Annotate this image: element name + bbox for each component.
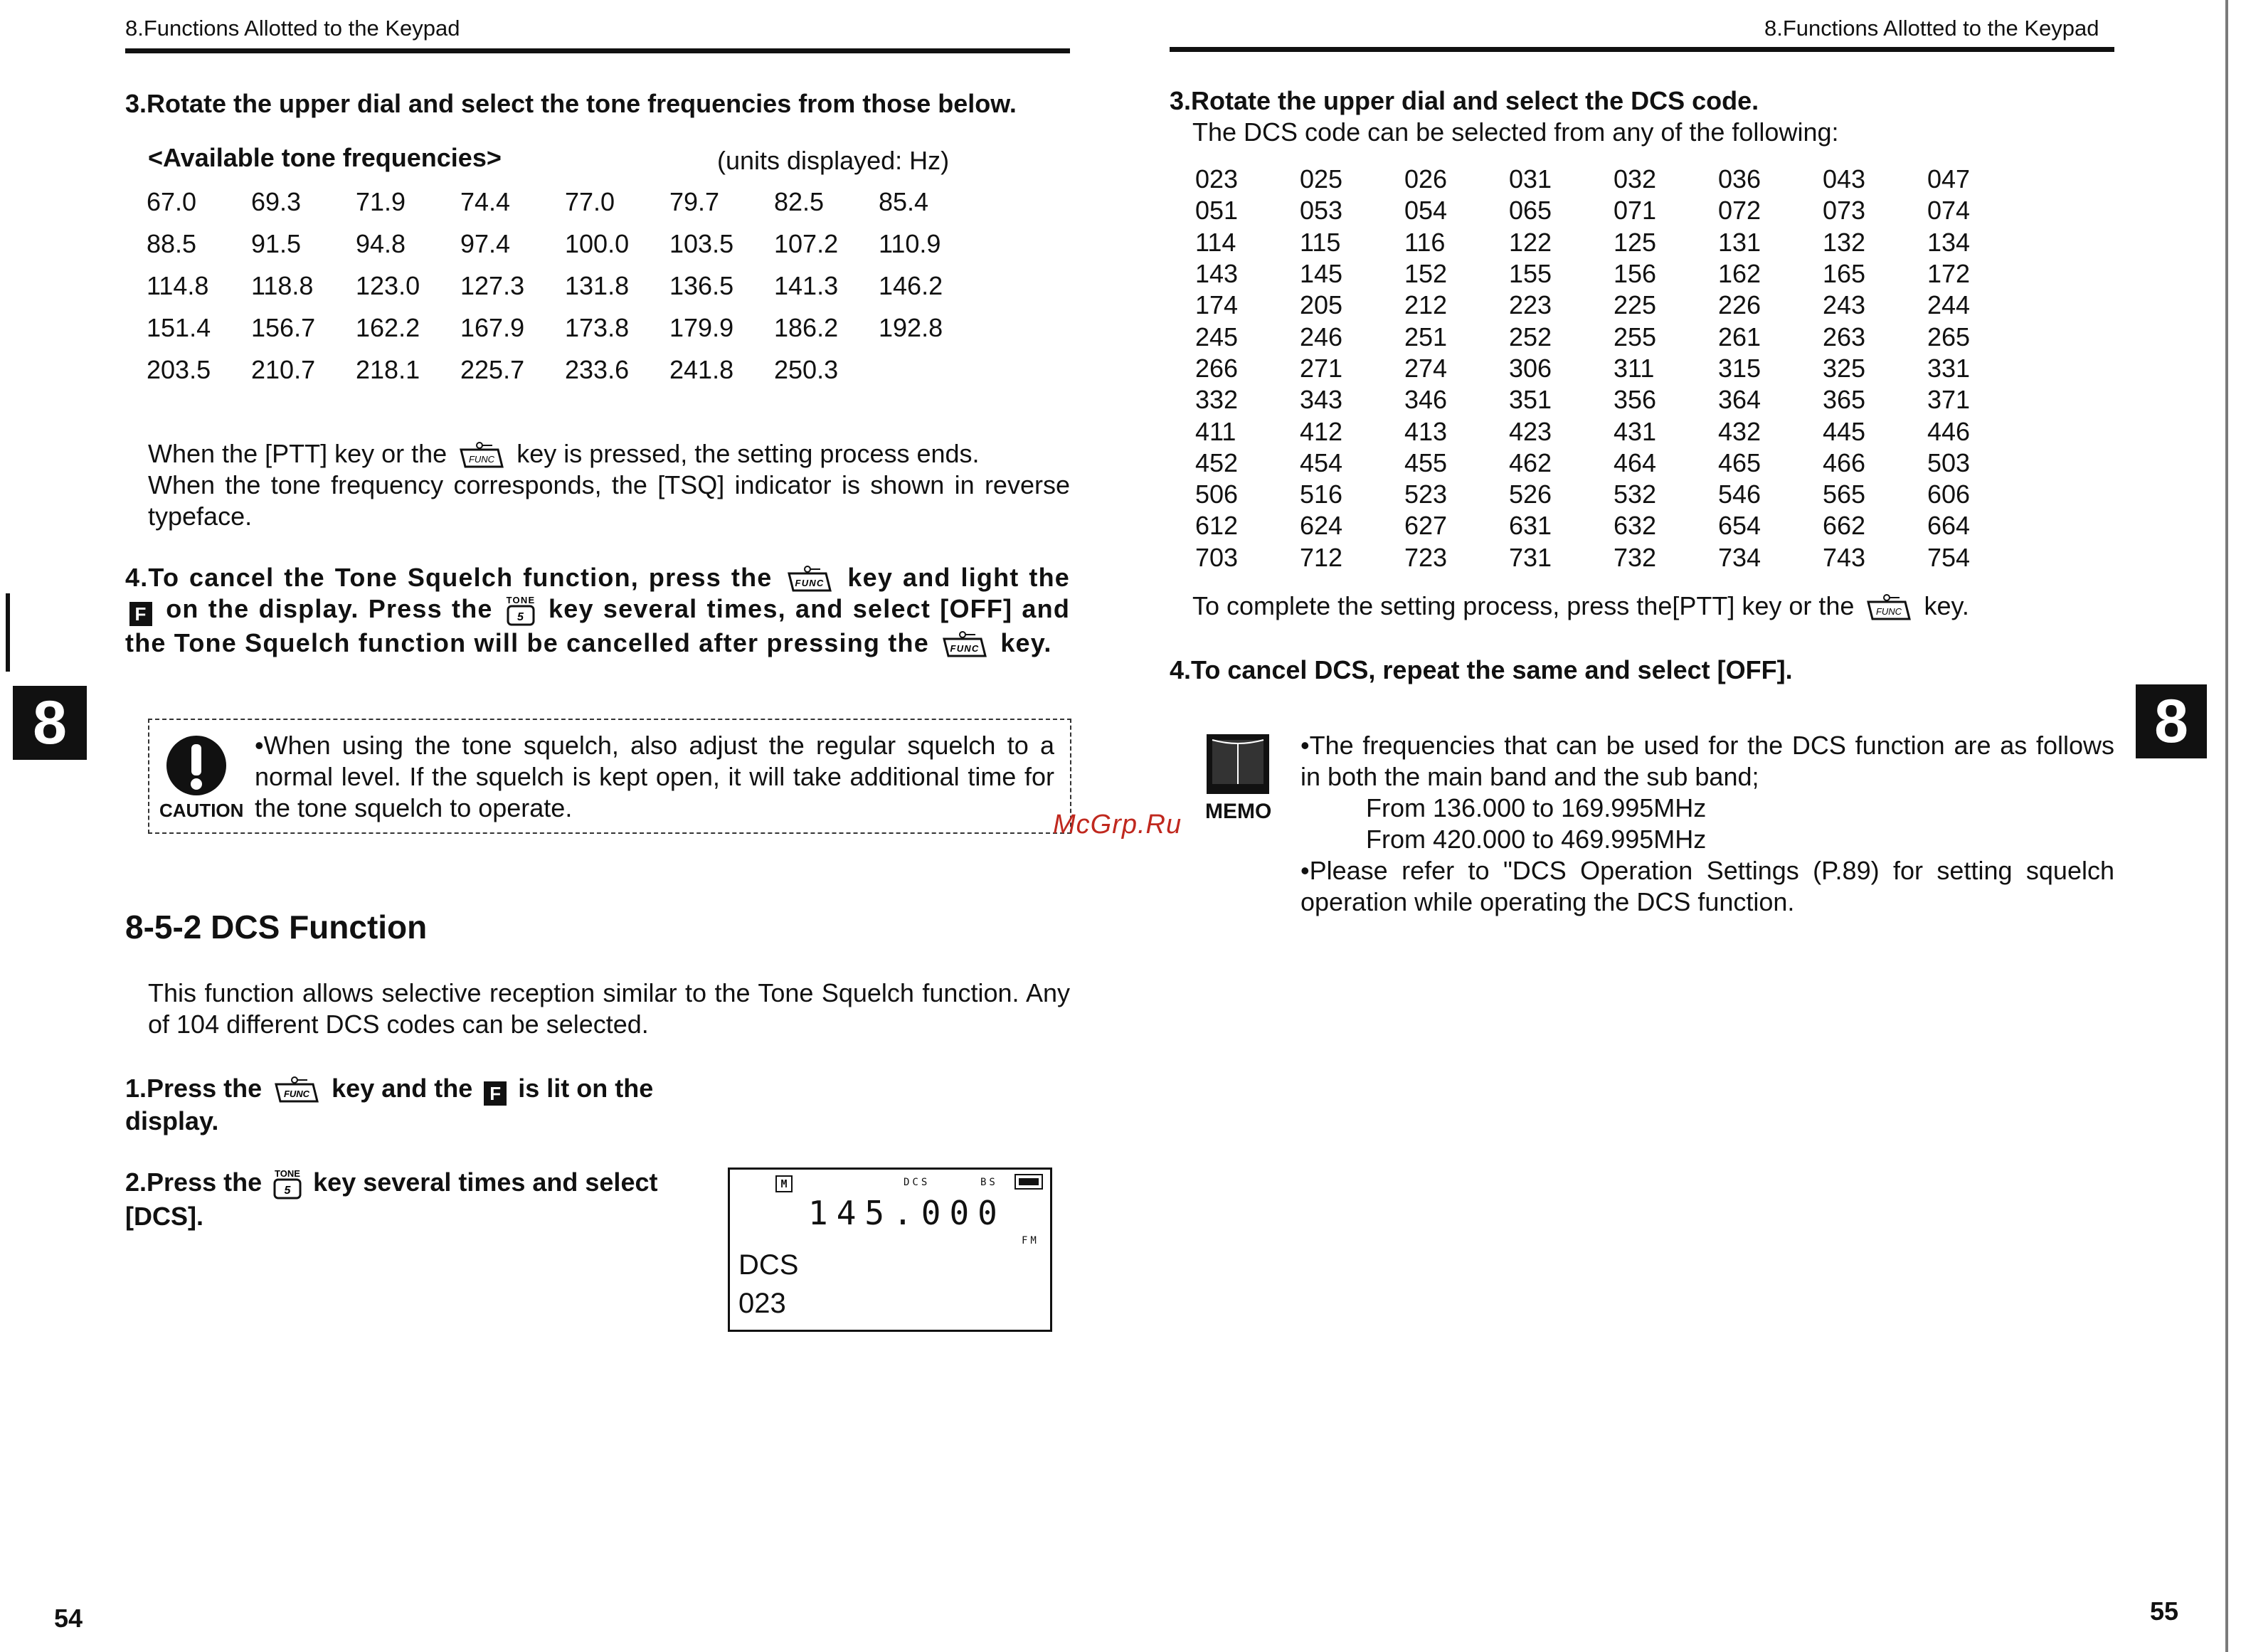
dcs-code-cell: 523 bbox=[1404, 480, 1448, 509]
right-step3-title: 3.Rotate the upper dial and select the DCS code. bbox=[1170, 86, 1759, 115]
tone-frequency-cell: 156.7 bbox=[251, 312, 316, 342]
dcs-code-cell: 526 bbox=[1509, 480, 1552, 509]
dcs-code-cell: 023 bbox=[1195, 164, 1239, 194]
dcs-code-cell: 712 bbox=[1300, 542, 1343, 572]
dcs-code-cell: 331 bbox=[1927, 353, 1971, 383]
dcs-code-cell: 664 bbox=[1927, 511, 1971, 541]
tone-frequency-cell: 146.2 bbox=[879, 270, 943, 300]
tone-frequency-cell: 192.8 bbox=[879, 312, 943, 342]
tone-frequency-row bbox=[147, 307, 983, 349]
dcs-code-cell: 212 bbox=[1404, 290, 1448, 320]
tone-frequency-cell bbox=[879, 349, 983, 391]
f-indicator-icon: F bbox=[484, 1081, 507, 1106]
tone-frequency-cell: 141.3 bbox=[774, 270, 839, 300]
lcd-line2: 023 bbox=[738, 1288, 786, 1319]
dcs-code-cell: 132 bbox=[1823, 227, 1866, 257]
tone-frequency-cell: 103.5 bbox=[669, 228, 734, 258]
dcs-code-row bbox=[1195, 164, 2032, 195]
dcs-code-row bbox=[1195, 510, 2032, 541]
tone-frequency-row bbox=[147, 223, 983, 265]
dcs-code-row bbox=[1195, 479, 2032, 510]
dcs-code-cell: 251 bbox=[1404, 322, 1448, 351]
complete-part-a: To complete the setting process, press the[PTT] key or the bbox=[1192, 591, 1855, 620]
dcs-code-cell: 432 bbox=[1718, 416, 1761, 446]
dcs-code-cell: 031 bbox=[1509, 164, 1552, 194]
tsq-note: When the tone frequency corresponds, the [TSQ] indicator is shown in reverse typeface. bbox=[148, 470, 1070, 531]
left-page-header: 8.Functions Allotted to the Keypad bbox=[125, 16, 460, 41]
dcs-code-cell: 311 bbox=[1614, 353, 1655, 383]
tone-units: (units displayed: Hz) bbox=[717, 146, 950, 175]
tone-frequency-cell: 123.0 bbox=[356, 270, 420, 300]
dcs-code-cell: 263 bbox=[1823, 322, 1866, 351]
dcs-code-cell: 452 bbox=[1195, 448, 1239, 477]
dcs-code-cell: 411 bbox=[1195, 416, 1236, 446]
dcs-code-cell: 454 bbox=[1300, 448, 1343, 477]
dcs-code-cell: 703 bbox=[1195, 542, 1239, 572]
tone-table-title: <Available tone frequencies> bbox=[148, 143, 502, 172]
dcs-code-cell: 503 bbox=[1927, 448, 1971, 477]
dcs-code-cell: 271 bbox=[1300, 353, 1343, 383]
dcs-code-cell: 754 bbox=[1927, 542, 1971, 572]
tone-frequency-cell: 91.5 bbox=[251, 228, 302, 258]
dcs-code-cell: 115 bbox=[1300, 227, 1341, 257]
memo-line1: •The frequencies that can be used for the DCS function are as follows in both the main band and the sub band; bbox=[1300, 731, 2114, 791]
dcs-code-cell: 662 bbox=[1823, 511, 1866, 541]
dcs-code-cell: 165 bbox=[1823, 259, 1866, 289]
dcs-code-row bbox=[1195, 542, 2032, 573]
memo-label: MEMO bbox=[1205, 800, 1272, 823]
dcs-code-table bbox=[1195, 164, 2032, 573]
tone-frequency-cell: 79.7 bbox=[669, 186, 720, 216]
tone-frequency-cell: 173.8 bbox=[565, 312, 630, 342]
tone-frequency-cell: 136.5 bbox=[669, 270, 734, 300]
tone-frequency-cell: 131.8 bbox=[565, 270, 630, 300]
dcs-code-cell: 125 bbox=[1614, 227, 1657, 257]
tone-frequency-cell: 162.2 bbox=[356, 312, 420, 342]
ptt-note-a: When the [PTT] key or the bbox=[148, 439, 447, 468]
tone-frequency-row bbox=[147, 349, 983, 391]
dcs-code-cell: 315 bbox=[1718, 353, 1761, 383]
memo-line2: •Please refer to "DCS Operation Settings (P.89) for setting squelch operation while operating the DCS function. bbox=[1300, 856, 2114, 916]
func-key-icon bbox=[458, 441, 505, 468]
tone-frequency-cell: 186.2 bbox=[774, 312, 839, 342]
dcs-code-cell: 465 bbox=[1718, 448, 1761, 477]
dcs-code-cell: 346 bbox=[1404, 385, 1448, 415]
dcs-code-cell: 356 bbox=[1614, 385, 1657, 415]
tone-frequency-cell: 107.2 bbox=[774, 228, 839, 258]
watermark: McGrp.Ru bbox=[1053, 810, 1182, 840]
dcs-code-row bbox=[1195, 258, 2032, 290]
tone-frequency-cell: 82.5 bbox=[774, 186, 825, 216]
tone-frequency-row bbox=[147, 265, 983, 307]
dcs-code-cell: 036 bbox=[1718, 164, 1761, 194]
dcs-code-row bbox=[1195, 290, 2032, 321]
dcs-code-cell: 624 bbox=[1300, 511, 1343, 541]
dcs-code-cell: 245 bbox=[1195, 322, 1239, 351]
dcs-code-cell: 274 bbox=[1404, 353, 1448, 383]
dcs-code-row bbox=[1195, 227, 2032, 258]
complete-part-b: key. bbox=[1924, 591, 1969, 620]
func-key-label: FUNC bbox=[469, 454, 495, 465]
tone-frequency-cell: 114.8 bbox=[147, 270, 209, 300]
step1-part-a: 1.Press the bbox=[125, 1074, 263, 1103]
tone-frequency-cell: 127.3 bbox=[460, 270, 525, 300]
lcd-mode: FM bbox=[1022, 1235, 1039, 1246]
dcs-code-row bbox=[1195, 195, 2032, 226]
dcs-code-cell: 071 bbox=[1614, 196, 1657, 226]
tone-frequency-cell: 225.7 bbox=[460, 354, 525, 384]
tone-frequency-cell: 74.4 bbox=[460, 186, 511, 216]
dcs-code-cell: 462 bbox=[1509, 448, 1552, 477]
step4-part-c: on the display. Press the bbox=[166, 594, 493, 623]
caution-label: CAUTION bbox=[159, 800, 244, 821]
dcs-code-cell: 047 bbox=[1927, 164, 1971, 194]
right-header-rule bbox=[1170, 47, 2114, 52]
dcs-code-cell: 162 bbox=[1718, 259, 1761, 289]
dcs-code-cell: 412 bbox=[1300, 416, 1343, 446]
tone-frequency-cell: 100.0 bbox=[565, 228, 630, 258]
step4-part-e: key. bbox=[1000, 628, 1052, 657]
dcs-code-cell: 026 bbox=[1404, 164, 1448, 194]
margin-mark bbox=[6, 593, 10, 672]
dcs-code-cell: 466 bbox=[1823, 448, 1866, 477]
dcs-code-cell: 546 bbox=[1718, 480, 1761, 509]
tone-frequency-cell: 167.9 bbox=[460, 312, 525, 342]
dcs-code-cell: 122 bbox=[1509, 227, 1552, 257]
dcs-code-cell: 226 bbox=[1718, 290, 1761, 320]
dcs-code-cell: 143 bbox=[1195, 259, 1239, 289]
right-page-header: 8.Functions Allotted to the Keypad bbox=[1764, 16, 2099, 41]
dcs-code-row bbox=[1195, 353, 2032, 384]
chapter-tab-left: 8 bbox=[13, 686, 87, 760]
tone-key-icon bbox=[505, 595, 536, 628]
ptt-note-b: key is pressed, the setting process ends. bbox=[516, 439, 980, 468]
dcs-code-cell: 265 bbox=[1927, 322, 1971, 351]
func-key-icon bbox=[1865, 593, 1912, 620]
dcs-code-cell: 255 bbox=[1614, 322, 1657, 351]
right-step4-title: 4.To cancel DCS, repeat the same and select [OFF]. bbox=[1170, 655, 1793, 684]
dcs-code-cell: 371 bbox=[1927, 385, 1971, 415]
step4-part-d: key several times, and select [OFF] and the Tone Squelch function will be cancelled after pressing the bbox=[125, 594, 1071, 657]
chapter-tab-right: 8 bbox=[2136, 684, 2207, 758]
dcs-code-cell: 145 bbox=[1300, 259, 1343, 289]
dcs-code-cell: 243 bbox=[1823, 290, 1866, 320]
dcs-code-cell: 152 bbox=[1404, 259, 1448, 289]
caution-text: •When using the tone squelch, also adjust the regular squelch to a normal level. If the squelch is kept open, it will take additional time for the tone squelch to operate. bbox=[255, 731, 1054, 822]
tone-frequency-cell: 151.4 bbox=[147, 312, 211, 342]
step1-part-c: is lit on the display. bbox=[125, 1074, 654, 1135]
dcs-code-cell: 365 bbox=[1823, 385, 1866, 415]
ptt-note bbox=[148, 438, 1070, 470]
lcd-line1: DCS bbox=[738, 1249, 799, 1281]
memo-book-icon bbox=[1204, 730, 1272, 797]
dcs-code-cell: 455 bbox=[1404, 448, 1448, 477]
dcs-code-cell: 074 bbox=[1927, 196, 1971, 226]
func-key-icon bbox=[941, 630, 988, 657]
dcs-code-row bbox=[1195, 321, 2032, 352]
tone-frequency-cell: 88.5 bbox=[147, 228, 197, 258]
func-key-label: FUNC bbox=[795, 578, 825, 588]
f-indicator-icon: F bbox=[129, 602, 152, 626]
func-key-label: FUNC bbox=[284, 1089, 310, 1099]
dcs-code-cell: 445 bbox=[1823, 416, 1866, 446]
tone-frequency-cell: 110.9 bbox=[879, 228, 941, 258]
func-key-icon bbox=[273, 1076, 320, 1103]
dcs-code-cell: 246 bbox=[1300, 322, 1343, 351]
dcs-code-cell: 266 bbox=[1195, 353, 1239, 383]
page-edge-line bbox=[2225, 0, 2228, 1652]
tone-frequency-cell: 210.7 bbox=[251, 354, 316, 384]
tone-frequency-table bbox=[147, 181, 983, 391]
memo-from1: From 136.000 to 169.995MHz bbox=[1366, 793, 1707, 822]
tone-key-bottom: 5 bbox=[284, 1185, 291, 1197]
tone-frequency-cell: 218.1 bbox=[356, 354, 420, 384]
dcs-code-cell: 332 bbox=[1195, 385, 1239, 415]
dcs-code-cell: 205 bbox=[1300, 290, 1343, 320]
lcd-memory-indicator: M bbox=[775, 1175, 793, 1192]
dcs-code-cell: 244 bbox=[1927, 290, 1971, 320]
func-key-label: FUNC bbox=[1876, 606, 1902, 617]
dcs-code-cell: 032 bbox=[1614, 164, 1657, 194]
right-complete-note bbox=[1192, 591, 2117, 622]
dcs-code-cell: 734 bbox=[1718, 542, 1761, 572]
dcs-code-cell: 261 bbox=[1718, 322, 1761, 351]
tone-key-top: TONE bbox=[275, 1168, 301, 1179]
dcs-code-cell: 516 bbox=[1300, 480, 1343, 509]
tone-frequency-cell: 77.0 bbox=[565, 186, 615, 216]
dcs-code-cell: 073 bbox=[1823, 196, 1866, 226]
tone-frequency-cell: 118.8 bbox=[251, 270, 314, 300]
dcs-code-cell: 351 bbox=[1509, 385, 1552, 415]
section-intro: This function allows selective reception similar to the Tone Squelch function. Any of 104 different DCS codes can be selected. bbox=[148, 978, 1070, 1039]
caution-icon bbox=[165, 734, 228, 797]
step4-part-b: key and light the bbox=[847, 563, 1071, 592]
dcs-code-cell: 252 bbox=[1509, 322, 1552, 351]
dcs-code-cell: 464 bbox=[1614, 448, 1657, 477]
dcs-code-cell: 413 bbox=[1404, 416, 1448, 446]
tone-frequency-cell: 67.0 bbox=[147, 186, 197, 216]
dcs-code-cell: 431 bbox=[1614, 416, 1657, 446]
lcd-dcs-indicator: DCS bbox=[904, 1177, 931, 1188]
tone-key-top: TONE bbox=[506, 595, 536, 605]
tone-frequency-cell: 71.9 bbox=[356, 186, 406, 216]
dcs-code-cell: 731 bbox=[1509, 542, 1552, 572]
dcs-code-cell: 612 bbox=[1195, 511, 1239, 541]
dcs-code-cell: 054 bbox=[1404, 196, 1448, 226]
dcs-code-cell: 306 bbox=[1509, 353, 1552, 383]
left-step2 bbox=[125, 1167, 680, 1232]
dcs-code-cell: 043 bbox=[1823, 164, 1866, 194]
caution-box bbox=[148, 719, 1071, 834]
dcs-code-cell: 114 bbox=[1195, 227, 1236, 257]
dcs-code-row bbox=[1195, 384, 2032, 415]
dcs-code-cell: 446 bbox=[1927, 416, 1971, 446]
dcs-code-cell: 532 bbox=[1614, 480, 1657, 509]
dcs-code-cell: 325 bbox=[1823, 353, 1866, 383]
tone-frequency-row bbox=[147, 181, 983, 223]
dcs-code-cell: 156 bbox=[1614, 259, 1657, 289]
left-step3-title: 3.Rotate the upper dial and select the tone frequencies from those below. bbox=[125, 89, 1017, 118]
tone-key-icon bbox=[272, 1168, 303, 1201]
tone-frequency-cell: 69.3 bbox=[251, 186, 302, 216]
dcs-code-cell: 732 bbox=[1614, 542, 1657, 572]
dcs-code-row bbox=[1195, 415, 2032, 447]
dcs-code-cell: 051 bbox=[1195, 196, 1239, 226]
dcs-code-cell: 072 bbox=[1718, 196, 1761, 226]
section-title: 8-5-2 DCS Function bbox=[125, 909, 428, 946]
dcs-code-cell: 174 bbox=[1195, 290, 1239, 320]
tone-frequency-cell: 250.3 bbox=[774, 354, 839, 384]
dcs-code-cell: 343 bbox=[1300, 385, 1343, 415]
dcs-code-cell: 565 bbox=[1823, 480, 1866, 509]
dcs-code-cell: 172 bbox=[1927, 259, 1971, 289]
left-page-number: 54 bbox=[54, 1604, 83, 1633]
left-step4 bbox=[125, 562, 1070, 659]
tone-frequency-cell: 85.4 bbox=[879, 186, 929, 216]
dcs-code-cell: 053 bbox=[1300, 196, 1343, 226]
step2-part-a: 2.Press the bbox=[125, 1167, 263, 1197]
dcs-code-cell: 423 bbox=[1509, 416, 1552, 446]
dcs-code-cell: 743 bbox=[1823, 542, 1866, 572]
step2-part-b: key several times and select [DCS]. bbox=[125, 1167, 658, 1231]
tone-frequency-cell: 97.4 bbox=[460, 228, 511, 258]
tone-frequency-cell: 203.5 bbox=[147, 354, 211, 384]
dcs-code-cell: 223 bbox=[1509, 290, 1552, 320]
dcs-code-cell: 723 bbox=[1404, 542, 1448, 572]
dcs-code-cell: 606 bbox=[1927, 480, 1971, 509]
dcs-code-cell: 134 bbox=[1927, 227, 1971, 257]
dcs-code-cell: 631 bbox=[1509, 511, 1552, 541]
func-key-icon bbox=[786, 565, 833, 592]
tone-frequency-cell: 233.6 bbox=[565, 354, 630, 384]
func-key-label: FUNC bbox=[950, 643, 980, 654]
tone-frequency-cell: 179.9 bbox=[669, 312, 734, 342]
left-step1 bbox=[125, 1073, 680, 1137]
dcs-code-cell: 627 bbox=[1404, 511, 1448, 541]
battery-icon bbox=[1014, 1174, 1043, 1190]
dcs-code-cell: 065 bbox=[1509, 196, 1552, 226]
step4-part-a: 4.To cancel the Tone Squelch function, press the bbox=[125, 563, 773, 592]
dcs-code-cell: 364 bbox=[1718, 385, 1761, 415]
dcs-code-cell: 131 bbox=[1718, 227, 1761, 257]
step1-part-b: key and the bbox=[332, 1074, 473, 1103]
dcs-code-row bbox=[1195, 448, 2032, 479]
lcd-bs-indicator: BS bbox=[980, 1177, 998, 1188]
dcs-code-cell: 025 bbox=[1300, 164, 1343, 194]
dcs-code-cell: 506 bbox=[1195, 480, 1239, 509]
dcs-code-cell: 654 bbox=[1718, 511, 1761, 541]
dcs-code-cell: 155 bbox=[1509, 259, 1552, 289]
dcs-code-cell: 116 bbox=[1404, 227, 1446, 257]
memo-from2: From 420.000 to 469.995MHz bbox=[1366, 825, 1707, 854]
dcs-code-cell: 632 bbox=[1614, 511, 1657, 541]
tone-key-bottom: 5 bbox=[516, 611, 524, 623]
tone-frequency-cell: 241.8 bbox=[669, 354, 734, 384]
dcs-code-cell: 225 bbox=[1614, 290, 1657, 320]
lcd-display bbox=[728, 1167, 1052, 1332]
right-page-number: 55 bbox=[2150, 1597, 2179, 1626]
left-header-rule bbox=[125, 48, 1070, 53]
lcd-frequency: 145.000 bbox=[808, 1194, 1006, 1232]
tone-frequency-cell: 94.8 bbox=[356, 228, 406, 258]
right-step3-sub: The DCS code can be selected from any of the following: bbox=[1192, 117, 1839, 147]
